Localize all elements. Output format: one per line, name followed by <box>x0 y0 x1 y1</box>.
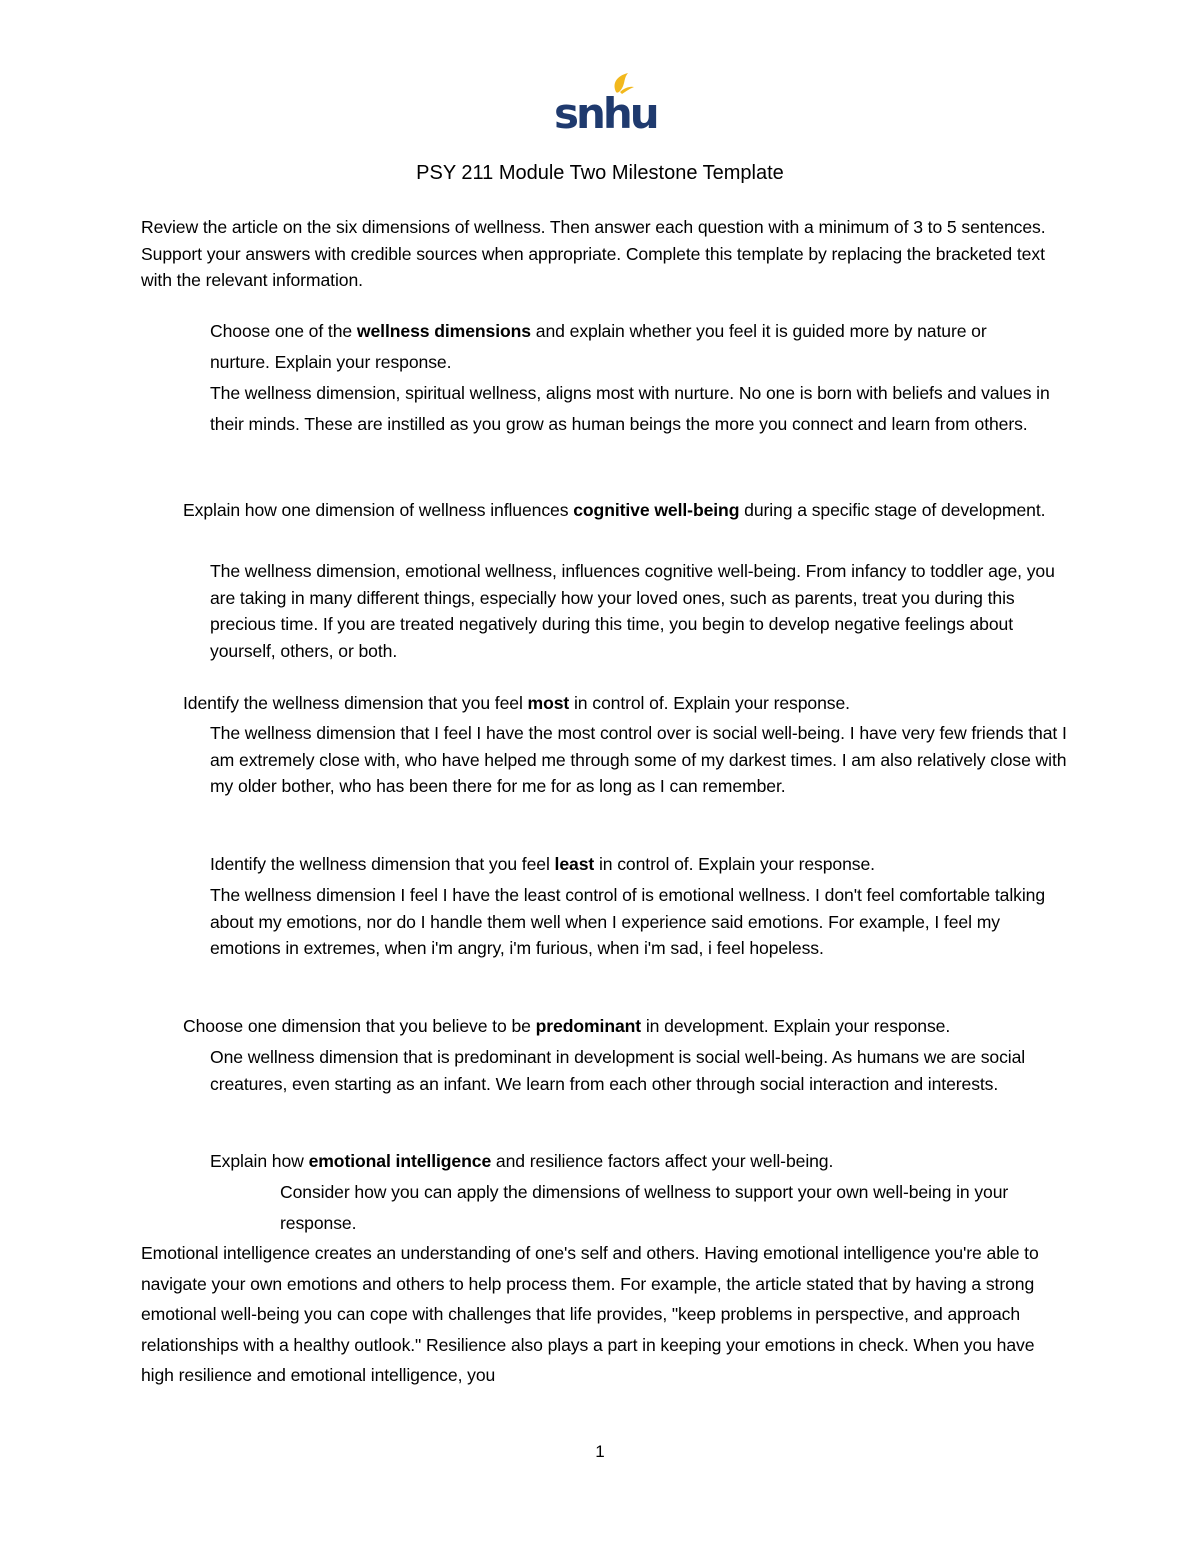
page-number: 1 <box>595 1442 605 1461</box>
question-keyword: emotional intelligence <box>308 1151 492 1171</box>
question-prompt: Choose one dimension that you believe to be predominant in development. Explain your response. <box>183 1016 951 1036</box>
answer-paragraph: The wellness dimension, spiritual wellness, aligns most with nurture. No one is born with beliefs and values in their minds. These are instilled as you grow as human beings the more you connect and learn from others. <box>210 383 1050 434</box>
question-prompt: Identify the wellness dimension that you feel least in control of. Explain your response. <box>210 854 875 874</box>
answer-paragraph: Emotional intelligence creates an understanding of one's self and others. Having emotional intelligence you're able to navigate your own emotions and others to help process them. For example, the article stated that by having a strong emotional well-being you can cope with challenges that life provides, "keep problems in perspective, and approach relationships with a healthy outlook." Resilience also plays a part in keeping your emotions in check. When you have high resilience and emotional intelligence, you <box>141 1243 1039 1385</box>
question-prompt: Identify the wellness dimension that you feel most in control of. Explain your response. <box>183 693 850 713</box>
answer-paragraph: The wellness dimension I feel I have the least control of is emotional wellness. I don't feel comfortable talking about my emotions, nor do I handle them well when I experience said emotions. For example, I feel my emotions in extremes, when i'm angry, i'm furious, when i'm sad, i feel hopeless. <box>210 885 1046 958</box>
answer-paragraph: The wellness dimension that I feel I have the most control over is social well-being. I have very few friends that I am extremely close with, who have helped me through some of my darkest times. I am also relatively close with my older bother, who has been there for me for as long as I can remember. <box>210 723 1067 796</box>
question-keyword: wellness dimensions <box>356 321 531 341</box>
flame-leaf-icon <box>554 72 657 138</box>
question-keyword: most <box>527 693 570 713</box>
question-keyword: cognitive well-being <box>573 500 740 520</box>
snhu-logo <box>554 72 657 138</box>
question-subprompt: Consider how you can apply the dimensions of wellness to support your own well-being in your response. <box>280 1182 1009 1233</box>
question-keyword: least <box>554 854 595 874</box>
answer-paragraph: One wellness dimension that is predominant in development is social well-being. As humans we are social creatures, even starting as an infant. We learn from each other through social interaction and interests. <box>210 1047 1026 1094</box>
answer-paragraph: The wellness dimension, emotional wellness, influences cognitive well-being. From infancy to toddler age, you are taking in many different things, especially how your loved ones, such as parents, treat you during this precious time. If you are treated negatively during this time, you begin to develop negative feelings about yourself, others, or both. <box>210 561 1055 661</box>
page-title: PSY 211 Module Two Milestone Template <box>416 162 784 184</box>
question-prompt: Choose one of the wellness dimensions and explain whether you feel it is guided more by nature or nurture. Explain your response. <box>210 321 987 372</box>
question-prompt: Explain how emotional intelligence and resilience factors affect your well-being. <box>210 1151 834 1171</box>
svg-text:snhu: snhu <box>554 89 657 138</box>
question-keyword: predominant <box>535 1016 642 1036</box>
question-prompt: Explain how one dimension of wellness influences cognitive well-being during a specific stage of development. <box>183 500 1046 520</box>
intro-paragraph: Review the article on the six dimensions of wellness. Then answer each question with a minimum of 3 to 5 sentences. Support your answers with credible sources when appropriate. Complete this template by replacing the bracketed text with the relevant information. <box>141 217 1046 290</box>
